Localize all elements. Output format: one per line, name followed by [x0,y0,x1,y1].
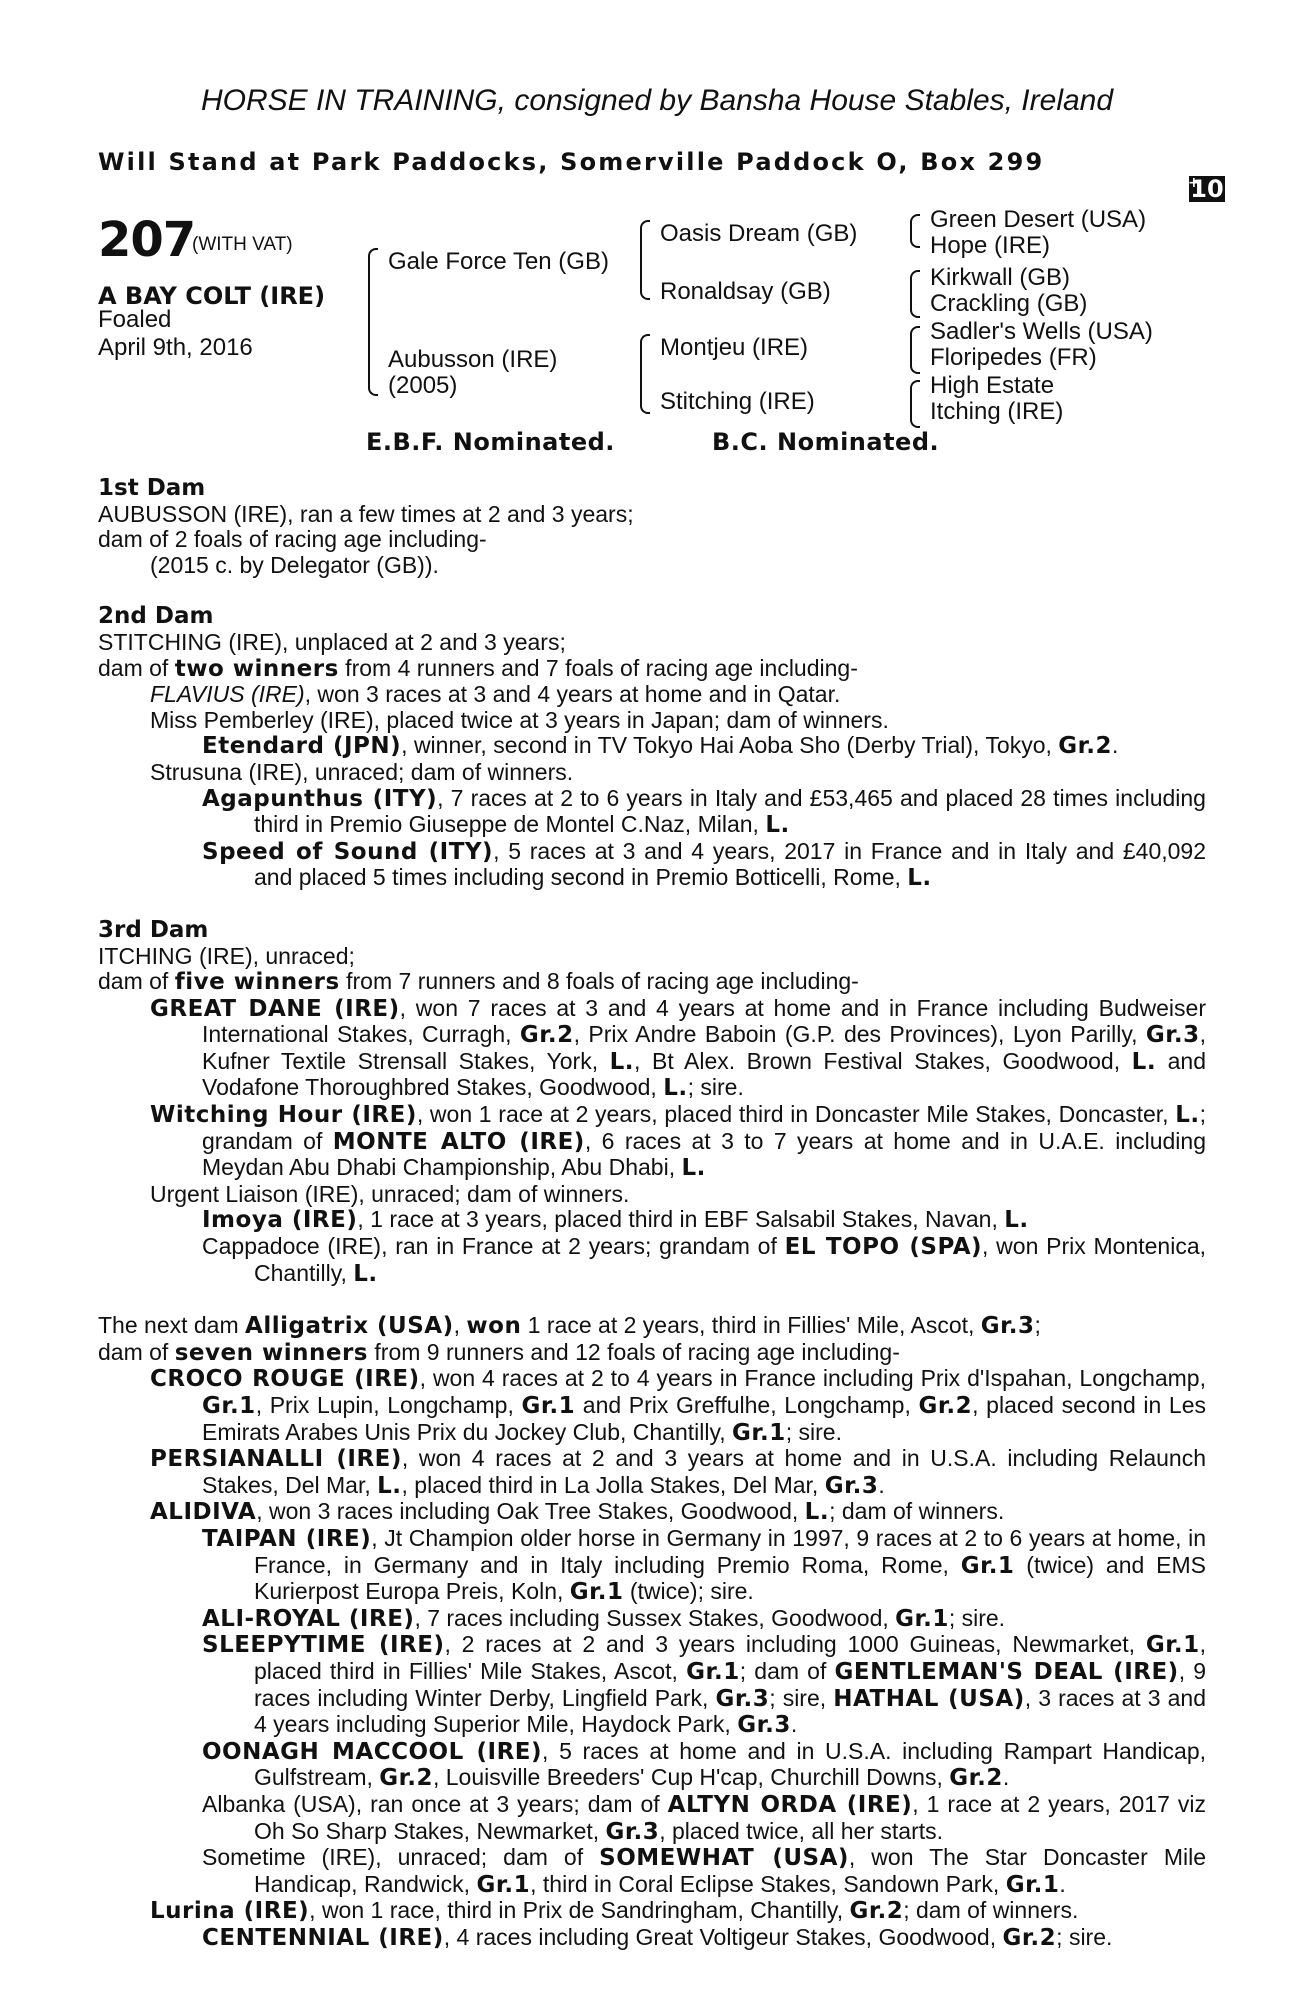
progeny-entry: OONAGH MACCOOL (IRE), 5 races at home and in U.S.A. including Rampart Handicap, Gulfstream, Gr.2, Louisville Breeders' Cup H'cap, Churchill Downs, Gr.2. [202,1737,1207,1792]
bc-nominated: B.C. Nominated. [712,428,940,456]
progeny-entry: Imoya (IRE), 1 race at 3 years, placed third in EBF Salsabil Stakes, Navan, L. [202,1206,1029,1234]
pedigree-dss: Sadler's Wells (USA) [930,318,1153,345]
progeny-entry: Witching Hour (IRE), won 1 race at 2 years, placed third in Doncaster Mile Stakes, Doncaster, L.; grandam of MONTE ALTO (IRE), 6 races at 3 to 7 years at home and in U.A.E. including Meydan Abu Dhabi Championship, Abu Dhabi, L. [150,1101,1207,1182]
third-dam-line: ITCHING (IRE), unraced; [98,942,355,969]
pedigree-dds: High Estate [930,372,1055,399]
horse-name: A BAY COLT (IRE) [98,282,326,310]
pedigree-sire-dam: Ronaldsay (GB) [660,278,831,305]
progeny-entry: CENTENNIAL (IRE), 4 races including Great Voltigeur Stakes, Goodwood, Gr.2; sire. [202,1923,1113,1951]
pedigree-sss: Green Desert (USA) [930,206,1147,233]
progeny-entry: Albanka (USA), ran once at 3 years; dam of ALTYN ORDA (IRE), 1 race at 2 years, 2017 viz Oh So Sharp Stakes, Newmarket, Gr.3, placed twice, all her starts. [202,1790,1206,1845]
second-dam-line: STITCHING (IRE), unplaced at 2 and 3 years; [98,628,566,655]
first-dam-heading: 1st Dam [98,475,206,501]
pedigree-dam-sire: Montjeu (IRE) [660,334,809,361]
second-dam-heading: 2nd Dam [98,603,214,630]
pedigree-ddd: Itching (IRE) [930,398,1064,425]
pedigree-sire: Gale Force Ten (GB) [388,248,609,275]
progeny-entry: Speed of Sound (ITY), 5 races at 3 and 4 years, 2017 in France and in Italy and £40,092 and placed 5 times including second in Premio Botticelli, Rome, L. [202,837,1206,892]
pedigree-brace-ds [910,326,920,374]
pedigree-sire-sire: Oasis Dream (GB) [660,220,858,247]
pedigree-brace-sire [640,220,650,300]
progeny-entry: Sometime (IRE), unraced; dam of SOMEWHAT (USA), won The Star Doncaster Mile Handicap, Randwick, Gr.1, third in Coral Eclipse Stakes, Sandown Park, Gr.1. [202,1844,1206,1898]
first-dam-line: dam of 2 foals of racing age including- [98,526,487,553]
stand-location: Will Stand at Park Paddocks, Somerville Paddock O, Box 299 [98,148,1045,176]
next-dam-line: The next dam Alligatrix (USA), won 1 race at 2 years, third in Fillies' Mile, Ascot, Gr.3; [98,1312,1041,1340]
progeny-entry: Cappadoce (IRE), ran in France at 2 years; grandam of EL TOPO (SPA), won Prix Montenica, Chantilly, L. [202,1233,1207,1287]
foaled-date: April 9th, 2016 [98,334,253,361]
pedigree-dam-dam: Stitching (IRE) [660,388,815,415]
next-dam-line: dam of seven winners from 9 runners and 12 foals of racing age including- [98,1338,900,1366]
progeny-entry: ALI-ROYAL (IRE), 7 races including Sussex Stakes, Goodwood, Gr.1; sire. [202,1604,1006,1632]
progeny-entry: FLAVIUS (IRE), won 3 races at 3 and 4 years at home and in Qatar. [150,681,841,708]
third-dam-heading: 3rd Dam [98,916,209,943]
pedigree-brace-sd [910,270,920,318]
progeny-entry: TAIPAN (IRE), Jt Champion older horse in Germany in 1997, 9 races at 2 to 6 years at home, in France, in Germany and in Italy including Premio Roma, Rome, Gr.1 (twice) and EMS Kurierpost Europa Preis, Koln, Gr.1 (twice); sire. [202,1524,1206,1606]
progeny-entry: Strusuna (IRE), unraced; dam of winners. [150,758,574,785]
progeny-entry: Lurina (IRE), won 1 race, third in Prix de Sandringham, Chantilly, Gr.2; dam of winners. [150,1897,1079,1925]
second-dam-line: dam of two winners from 4 runners and 7 foals of racing age including- [98,654,858,682]
foaled-label: Foaled [98,306,172,333]
first-dam-progeny: (2015 c. by Delegator (GB)). [150,551,439,578]
pedigree-dsd: Floripedes (FR) [930,344,1097,371]
lot-number: 207 [98,212,196,268]
progeny-entry: Urgent Liaison (IRE), unraced; dam of winners. [150,1180,630,1207]
pedigree-dam-year: (2005) [388,372,458,399]
vat-label: (WITH VAT) [192,234,293,255]
ebf-nominated: E.B.F. Nominated. [366,428,615,456]
pedigree-sdd: Crackling (GB) [930,290,1088,317]
progeny-entry: ALIDIVA, won 3 races including Oak Tree Stakes, Goodwood, L.; dam of winners. [150,1498,1005,1526]
pedigree-brace-dam [640,334,650,414]
progeny-entry: SLEEPYTIME (IRE), 2 races at 2 and 3 years including 1000 Guineas, Newmarket, Gr.1, placed third in Fillies' Mile Stakes, Ascot, Gr.1; dam of GENTLEMAN'S DEAL (IRE), 9 races including Winter Derby, Lingfield Park, Gr.3; sire, HATHAL (USA), 3 races at 3 and 4 years including Superior Mile, Haydock Park, Gr.3. [202,1631,1207,1739]
pedigree-brace-dd [910,380,920,428]
pedigree-brace-main [368,248,378,396]
progeny-entry: PERSIANALLI (IRE), won 4 races at 2 and 3 years at home and in U.S.A. including Relaunch Stakes, Del Mar, L., placed third in La Jolla Stakes, Del Mar, Gr.3. [150,1445,1206,1499]
pedigree-brace-ss [910,214,920,248]
page-title: HORSE IN TRAINING, consigned by Bansha House Stables, Ireland [200,84,1114,117]
lot-badge: + 10 [1189,176,1225,202]
progeny-entry: GREAT DANE (IRE), won 7 races at 3 and 4 years at home and in France including Budweiser International Stakes, Curragh, Gr.2, Prix Andre Baboin (G.P. des Provinces), Lyon Parilly, Gr.3, Kufner Textile Strensall Stakes, York, L., Bt Alex. Brown Festival Stakes, Goodwood, L. and Vodafone Thoroughbred Stakes, Goodwood, L.; sire. [150,994,1207,1102]
progeny-entry: Miss Pemberley (IRE), placed twice at 3 years in Japan; dam of winners. [150,706,889,733]
first-dam-line: AUBUSSON (IRE), ran a few times at 2 and 3 years; [98,500,634,527]
pedigree-ssd: Hope (IRE) [930,232,1051,259]
catalogue-body [98,476,1206,1951]
progeny-entry: Agapunthus (ITY), 7 races at 2 to 6 years in Italy and £53,465 and placed 28 times including third in Premio Giuseppe de Montel C.Naz, Milan, L. [202,784,1206,839]
progeny-entry: CROCO ROUGE (IRE), won 4 races at 2 to 4 years in France including Prix d'Ispahan, Longchamp, Gr.1, Prix Lupin, Longchamp, Gr.1 and Prix Greffulhe, Longchamp, Gr.2, placed second in Les Emirats Arabes Unis Prix du Jockey Club, Chantilly, Gr.1; sire. [150,1365,1206,1446]
pedigree-dam: Aubusson (IRE) [388,346,558,373]
third-dam-line: dam of five winners from 7 runners and 8 foals of racing age including- [98,968,859,996]
pedigree-sds: Kirkwall (GB) [930,264,1071,291]
progeny-entry: Etendard (JPN), winner, second in TV Tokyo Hai Aoba Sho (Derby Trial), Tokyo, Gr.2. [202,732,1119,760]
